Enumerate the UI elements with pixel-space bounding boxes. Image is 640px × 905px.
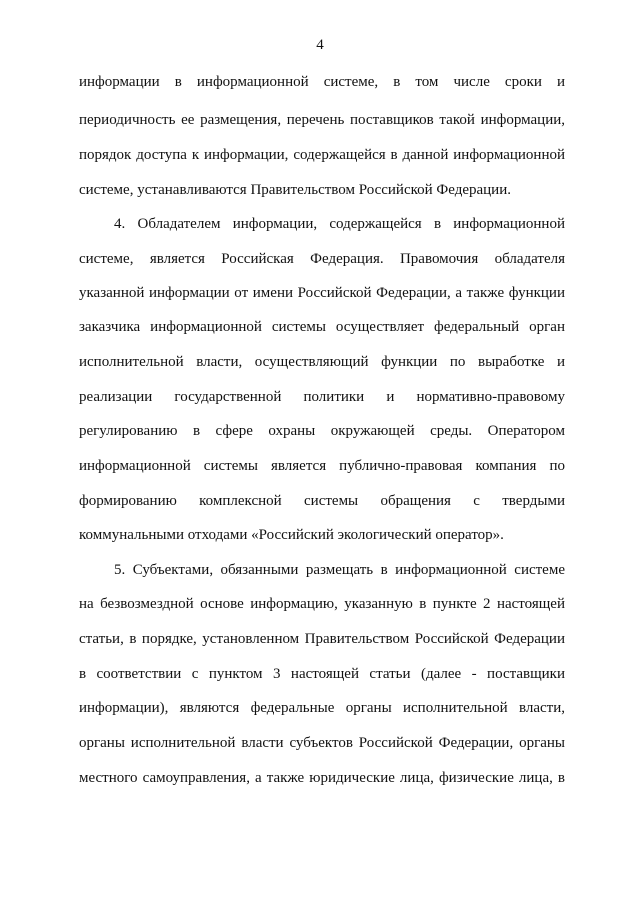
text-line: реализации государственной политики и нормативно-правовому [79, 389, 565, 405]
text-line: информационной системы является публично-правовая компания по [79, 458, 565, 474]
text-line: системе, является Российская Федерация. Правомочия обладателя [79, 251, 565, 267]
text-line: исполнительной власти, осуществляющий функции по выработке и [79, 354, 565, 370]
text-line: указанной информации от имени Российской Федерации, а также функции [79, 285, 565, 301]
text-line: периодичность ее размещения, перечень поставщиков такой информации, [79, 112, 565, 128]
text-line: порядок доступа к информации, содержащейся в данной информационной [79, 147, 565, 163]
text-line: 5. Субъектами, обязанными размещать в информационной системе [114, 562, 565, 578]
text-line: заказчика информационной системы осуществляет федеральный орган [79, 319, 565, 335]
text-line: формированию комплексной системы обращения с твердыми [79, 493, 565, 509]
text-line: статьи, в порядке, установленном Правительством Российской Федерации [79, 631, 565, 647]
text-line: органы исполнительной власти субъектов Российской Федерации, органы [79, 735, 565, 751]
text-line: в соответствии с пунктом 3 настоящей статьи (далее - поставщики [79, 666, 565, 682]
text-line: местного самоуправления, а также юридические лица, физические лица, в [79, 770, 565, 786]
text-line: коммунальными отходами «Российский экологический оператор». [79, 527, 504, 543]
text-line: регулированию в сфере охраны окружающей среды. Оператором [79, 423, 565, 439]
text-line: системе, устанавливаются Правительством Российской Федерации. [79, 182, 511, 198]
page-number: 4 [316, 37, 324, 53]
text-line: на безвозмездной основе информацию, указанную в пункте 2 настоящей [79, 596, 565, 612]
text-line: 4. Обладателем информации, содержащейся в информационной [114, 216, 565, 232]
text-line: информации), являются федеральные органы исполнительной власти, [79, 700, 565, 716]
text-line: информации в информационной системе, в том числе сроки и [79, 74, 565, 90]
